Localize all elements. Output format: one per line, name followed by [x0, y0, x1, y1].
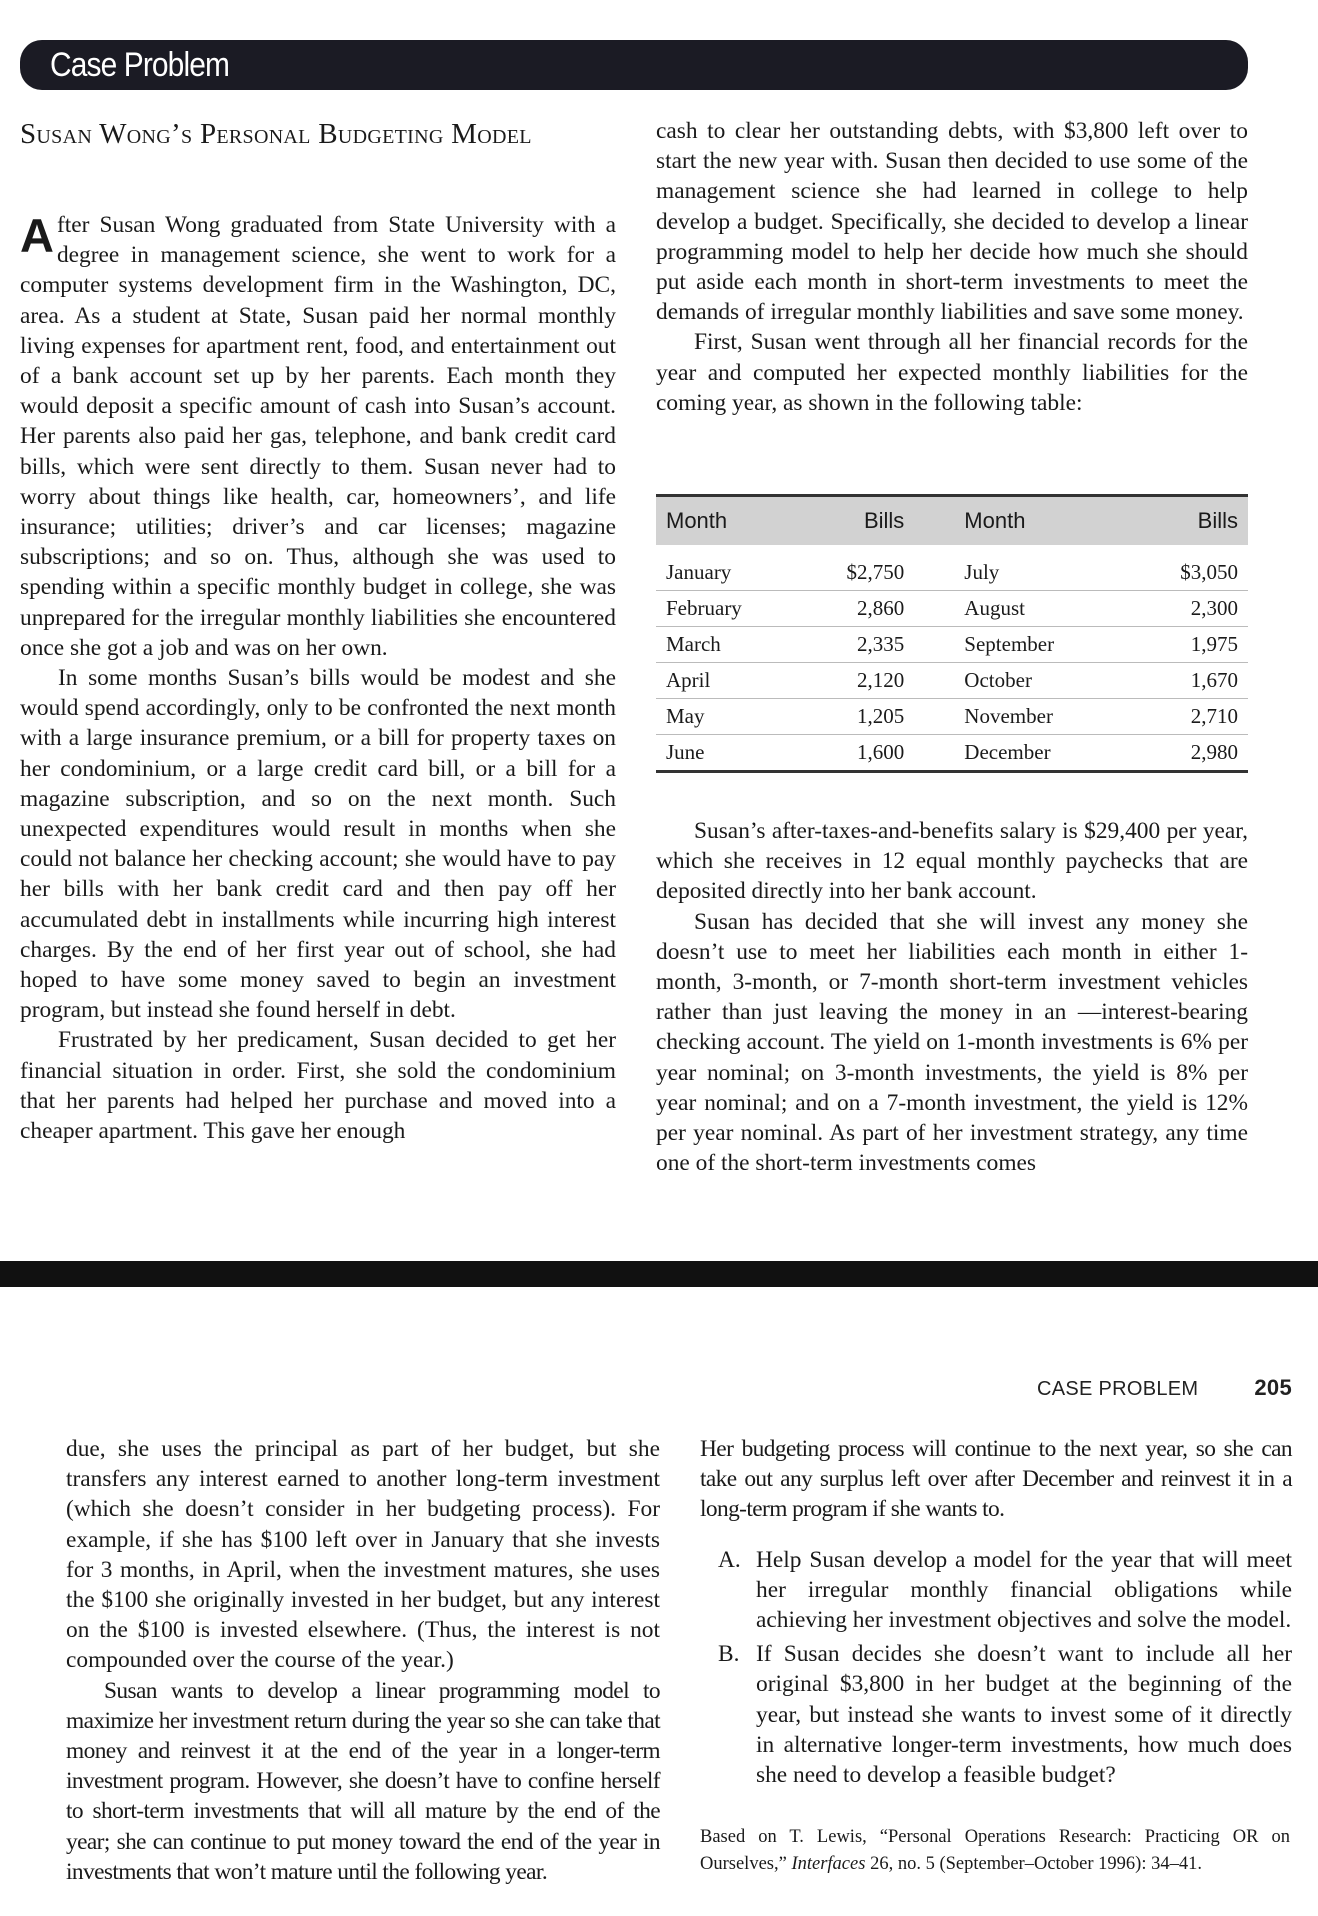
table-cell: January [656, 545, 822, 591]
source-text-post: 26, no. 5 (September–October 1996): 34–41. [865, 1854, 1202, 1874]
paragraph-intro [20, 210, 616, 663]
case-title: Susan Wong’s Personal Budgeting Model [20, 118, 532, 150]
table-cell: 1,670 [1106, 663, 1248, 699]
paragraph-cash: cash to clear her outstanding debts, with $3,800 left over to start the new year with. Susan then decided to use some of the management science she had learned in college to help develop a budget. Specifically, she decided to develop a linear programming model to help her decide how much she should put aside each month in short-term investments to meet the demands of irregular monthly liabilities and save some money. [656, 118, 1248, 326]
table-cell: 1,205 [822, 699, 929, 735]
table-cell: 2,860 [822, 591, 929, 627]
page1-right-column-bottom [656, 816, 1248, 1178]
question-a-text: Help Susan develop a model for the year that will meet her irregular monthly financial obligations while achieving her investment objectives and solve the model. [756, 1546, 1292, 1634]
paragraph-salary: Susan’s after-taxes-and-benefits salary is $29,400 per year, which she receives in 12 equal monthly paychecks that are deposited directly into her bank account. [656, 818, 1248, 905]
case-problem-banner [20, 40, 1248, 90]
question-list [700, 1545, 1292, 1791]
question-a [700, 1545, 1292, 1636]
page-divider [0, 1261, 1318, 1287]
question-b-text: If Susan decides she doesn’t want to include all her original $3,800 in her budget at the beginning of the year, but instead she wants to invest some of it directly in alternative longer-term investments, how much does she need to develop a feasible budget? [756, 1641, 1292, 1789]
table-cell: 2,335 [822, 627, 929, 663]
table-cell: 1,600 [822, 735, 929, 772]
page1-right-column-top [656, 116, 1248, 418]
source-citation [700, 1824, 1290, 1878]
paragraph-maximize: Susan wants to develop a linear programming model to maximize her investment return during the year so she can take that money and reinvest it at the end of the year in a longer-term investment program. However, she doesn’t have to confine herself to short-term investments that will all mature by the end of the year; she can continue to put money toward the end of the year in investments that won’t mature until the following year. [66, 1677, 660, 1885]
table-row [656, 663, 1248, 699]
drop-cap: A [20, 209, 54, 262]
page-number: 205 [1254, 1375, 1292, 1400]
table-cell: February [656, 591, 822, 627]
table-cell: November [928, 699, 1106, 735]
source-text-pre: Based on T. Lewis, “Personal Operations Research: Practicing OR on Ourselves,” [700, 1827, 1290, 1874]
source-journal: Interfaces [791, 1854, 866, 1874]
banner-label: Case Problem [50, 46, 230, 84]
page1-left-column [20, 210, 616, 1146]
table-cell: 1,975 [1106, 627, 1248, 663]
header-month-2: Month [928, 496, 1106, 546]
running-head [1037, 1375, 1292, 1401]
table-cell: 2,120 [822, 663, 929, 699]
table-cell: August [928, 591, 1106, 627]
table-row [656, 735, 1248, 772]
header-bills-1: Bills [822, 496, 929, 546]
table-row [656, 591, 1248, 627]
paragraph-continue: Her budgeting process will continue to the next year, so she can take out any surplus left over after December and reinvest it in a long-term program if she wants to. [700, 1436, 1292, 1523]
question-b-label: B. [718, 1641, 740, 1668]
question-a-label: A. [718, 1546, 741, 1573]
table-cell: 2,300 [1106, 591, 1248, 627]
table-cell: $3,050 [1106, 545, 1248, 591]
table-cell: December [928, 735, 1106, 772]
table-cell: July [928, 545, 1106, 591]
table-row [656, 627, 1248, 663]
paragraph-intro-text: fter Susan Wong graduated from State University with a degree in management science, she went to work for a computer systems development firm in the Washington, DC, area. As a student at State, Susan paid her normal monthly living expenses for apartment rent, food, and entertainment out of a bank account set up by her parents. Each month they would deposit a specific amount of cash into Susan’s account. Her parents also paid her gas, telephone, and bank credit card bills, which were sent directly to them. Susan never had to worry about things like health, car, homeowners’, and life insurance; utilities; driver’s and car licenses; magazine subscriptions; and so on. Thus, although she was used to spending within a specific monthly budget in college, she was unprepared for the irregular monthly liabilities she encountered once she got a job and was on her own. [20, 212, 616, 661]
table-cell: October [928, 663, 1106, 699]
paragraph-due: due, she uses the principal as part of her budget, but she transfers any interest earned to another long-term investment (which she doesn’t consider in her budgeting process). For example, if she has $100 left over in January that she invests for 3 months, in April, when the investment matures, she uses the $100 she originally invested in her budget, but any interest on the $100 is invested elsewhere. (Thus, the interest is not compounded over the course of the year.) [66, 1436, 660, 1674]
paragraph-investment: Susan has decided that she will invest any money she doesn’t use to meet her liabilities each month in either 1-month, 3-month, or 7-month short-term investment vehicles rather than just leaving the money in an —interest-bearing checking account. The yield on 1-month investments is 6% per year nominal; on 3-month investments, the yield is 8% per year nominal; and on a 7-month investment, the yield is 12% per year nominal. As part of her investment strategy, any time one of the short-term investments comes [656, 908, 1248, 1177]
table-cell: $2,750 [822, 545, 929, 591]
table-cell: March [656, 627, 822, 663]
table-header-row [656, 496, 1248, 546]
page2-left-column [66, 1434, 660, 1887]
table-cell: April [656, 663, 822, 699]
page2-right-column [700, 1434, 1292, 1794]
paragraph-frustrated: Frustrated by her predicament, Susan decided to get her financial situation in order. First, she sold the condominium that her parents had helped her purchase and moved into a cheaper apartment. This gave her enough [20, 1027, 616, 1145]
header-month-1: Month [656, 496, 822, 546]
table-cell: 2,980 [1106, 735, 1248, 772]
question-b [700, 1639, 1292, 1790]
paragraph-records: First, Susan went through all her financial records for the year and computed her expected monthly liabilities for the coming year, as shown in the following table: [656, 329, 1248, 416]
table-row [656, 545, 1248, 591]
table-cell: September [928, 627, 1106, 663]
running-head-title: CASE PROBLEM [1036, 1378, 1199, 1400]
table-row [656, 699, 1248, 735]
paragraph-unexpected-bills: In some months Susan’s bills would be modest and she would spend accordingly, only to be confronted the next month with a large insurance premium, or a bill for property taxes on her condominium, or a large credit card bill, or a bill for a magazine subscription, and so on the next month. Such unexpected expenditures would result in months when she could not balance her checking account; she would have to pay her bills with her bank credit card and then pay off her accumulated debt in installments while incurring high interest charges. By the end of her first year out of school, she had hoped to have some money saved to begin an investment program, but instead she found herself in debt. [20, 665, 616, 1024]
monthly-bills-table [656, 494, 1248, 773]
table-cell: June [656, 735, 822, 772]
table-cell: May [656, 699, 822, 735]
header-bills-2: Bills [1106, 496, 1248, 546]
table-cell: 2,710 [1106, 699, 1248, 735]
